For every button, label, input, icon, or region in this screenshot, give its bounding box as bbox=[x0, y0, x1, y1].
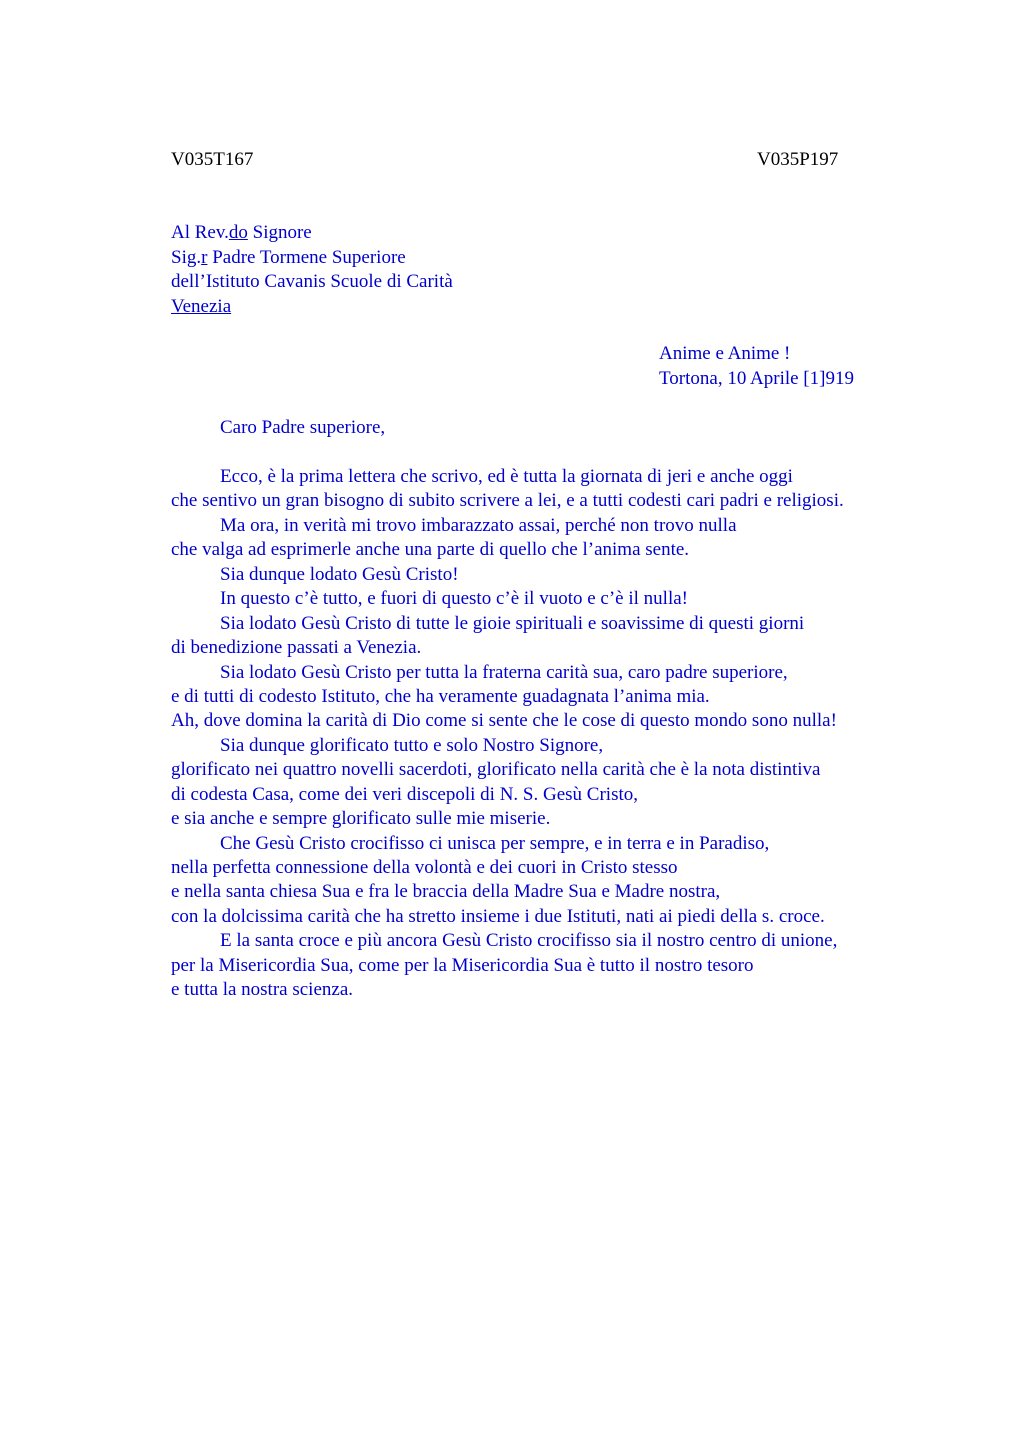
body-line: Sia lodato Gesù Cristo di tutte le gioie spirituali e soavissime di questi giorni bbox=[220, 612, 805, 634]
body-line: che sentivo un gran bisogno di subito scrivere a lei, e a tutti codesti cari padri e religiosi. bbox=[171, 490, 844, 512]
date-block bbox=[659, 342, 854, 391]
body-line: Ma ora, in verità mi trovo imbarazzato assai, perché non trovo nulla bbox=[220, 514, 737, 536]
body-line: che valga ad esprimerle anche una parte di quello che l’anima sente. bbox=[171, 539, 690, 561]
place-date: Tortona, 10 Aprile [1]919 bbox=[659, 367, 854, 389]
body-line: e di tutti di codesto Istituto, che ha veramente guadagnata l’anima mia. bbox=[171, 685, 710, 707]
body-line: con la dolcissima carità che ha stretto insieme i due Istituti, nati ai piedi della s. croce. bbox=[171, 905, 825, 927]
body-line: Che Gesù Cristo crocifisso ci unisca per sempre, e in terra e in Paradiso, bbox=[220, 832, 770, 854]
body-line: di benedizione passati a Venezia. bbox=[171, 637, 422, 659]
document-code-left: V035T167 bbox=[171, 149, 254, 170]
body-line: Sia dunque glorificato tutto e solo Nostro Signore, bbox=[220, 734, 604, 756]
body-line: glorificato nei quattro novelli sacerdoti, glorificato nella carità che è la nota distintiva bbox=[171, 759, 821, 781]
body-line: e tutta la nostra scienza. bbox=[171, 979, 354, 1001]
salutation: Caro Padre superiore, bbox=[220, 417, 386, 438]
address-line-3: dell’Istituto Cavanis Scuole di Carità bbox=[171, 271, 453, 292]
body-line: Sia dunque lodato Gesù Cristo! bbox=[220, 563, 459, 585]
body-line: e nella santa chiesa Sua e fra le braccia della Madre Sua e Madre nostra, bbox=[171, 881, 721, 903]
address-line-2: Sig.r Padre Tormene Superiore bbox=[171, 246, 406, 268]
body-line: per la Misericordia Sua, come per la Misericordia Sua è tutto il nostro tesoro bbox=[171, 954, 754, 976]
letter-body bbox=[171, 465, 931, 1003]
address-line-1: Al Rev.do Signore bbox=[171, 222, 312, 243]
body-line: nella perfetta connessione della volontà e dei cuori in Cristo stesso bbox=[171, 857, 678, 878]
body-line: Ah, dove domina la carità di Dio come si sente che le cose di questo mondo sono nulla! bbox=[171, 710, 837, 732]
body-line: In questo c’è tutto, e fuori di questo c’è il vuoto e c’è il nulla! bbox=[220, 588, 688, 610]
body-line: e sia anche e sempre glorificato sulle mie miserie. bbox=[171, 808, 551, 830]
motto: Anime e Anime ! bbox=[659, 343, 791, 364]
body-line: Sia lodato Gesù Cristo per tutta la fraterna carità sua, caro padre superiore, bbox=[220, 661, 788, 683]
body-line: di codesta Casa, come dei veri discepoli di N. S. Gesù Cristo, bbox=[171, 783, 638, 805]
recipient-address bbox=[171, 221, 453, 319]
document-code-right: V035P197 bbox=[757, 149, 839, 170]
address-line-4: Venezia bbox=[171, 295, 232, 317]
body-line: E la santa croce e più ancora Gesù Cristo crocifisso sia il nostro centro di unione, bbox=[220, 930, 838, 952]
body-line: Ecco, è la prima lettera che scrivo, ed è tutta la giornata di jeri e anche oggi bbox=[220, 466, 793, 487]
